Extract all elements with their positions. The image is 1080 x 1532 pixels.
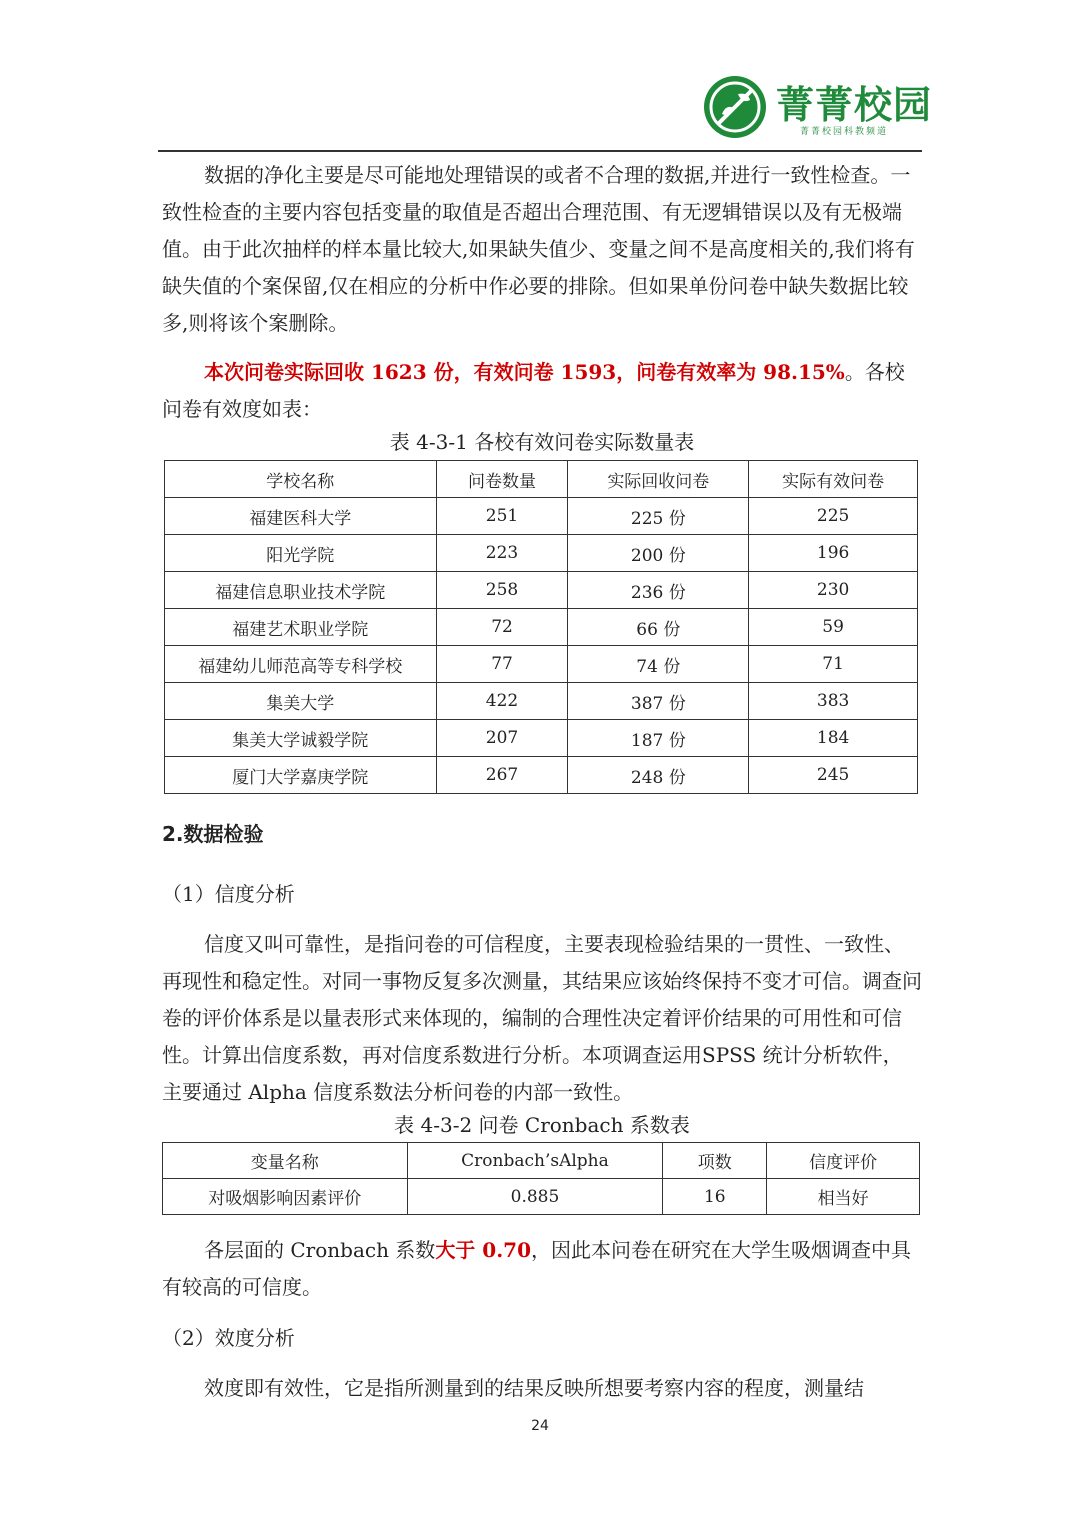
table-cell: 72: [436, 609, 568, 646]
table-row: [165, 720, 918, 757]
table-cell: 258: [436, 572, 568, 609]
table-cell: 福建艺术职业学院: [165, 609, 437, 646]
school-questionnaire-table: [164, 460, 918, 794]
intro-text: 数据的净化主要是尽可能地处理错误的或者不合理的数据,并进行一致性检查。一致性检查的主要内容包括变量的取值是否超出合理范围、有无逻辑错误以及有无极端值。由于此次抽样的样本量比较大,如果缺失值少、变量之间不是高度相关的,我们将有缺失值的个案保留,仅在相应的分析中作必要的排除。但如果单份问卷中缺失数据比较多,则将该个案删除。: [162, 163, 915, 335]
table-header-row: [165, 461, 918, 498]
conclusion-highlight: 大于 0.70: [435, 1238, 531, 1262]
table-cell: 福建幼儿师范高等专科学校: [165, 646, 437, 683]
table-cell: 福建信息职业技术学院: [165, 572, 437, 609]
logo-subtitle: 菁菁校园科教频道: [800, 127, 889, 137]
table-cell: 187 份: [568, 720, 749, 757]
table-cell: 196: [749, 535, 918, 572]
table-cell: 245: [749, 757, 918, 794]
table1-caption: 表 4-3-1 各校有效问卷实际数量表: [389, 430, 695, 454]
table-row: [165, 757, 918, 794]
table-cell: 383: [749, 683, 918, 720]
table-row: [165, 609, 918, 646]
header-logo: [700, 72, 933, 144]
table-cell: 200 份: [568, 535, 749, 572]
table2-caption: 表 4-3-2 问卷 Cronbach 系数表: [394, 1113, 690, 1137]
section-heading-data-check: 2.数据检验: [162, 822, 264, 846]
table-header-cell: 实际回收问卷: [568, 461, 749, 498]
table-cell: 66 份: [568, 609, 749, 646]
validity-paragraph: [162, 1370, 922, 1407]
table-row: [165, 535, 918, 572]
leaf-cross-logo-icon: [702, 74, 768, 140]
table-cell: 阳光学院: [165, 535, 437, 572]
table-cell: 422: [436, 683, 568, 720]
reliability-paragraph: [162, 926, 922, 1111]
table-header-cell: 信度评价: [767, 1143, 920, 1179]
page-number: 24: [531, 1418, 549, 1434]
table-row: [165, 683, 918, 720]
cronbach-table: [162, 1142, 920, 1215]
table-cell: 福建医科大学: [165, 498, 437, 535]
validity-text: 效度即有效性，它是指所测量到的结果反映所想要考察内容的程度，测量结: [204, 1376, 864, 1400]
table-header-cell: 问卷数量: [436, 461, 568, 498]
table-cell: 184: [749, 720, 918, 757]
table-cell: 0.885: [407, 1179, 663, 1215]
table-cell: 230: [749, 572, 918, 609]
table-cell: 厦门大学嘉庚学院: [165, 757, 437, 794]
table-cell: 16: [663, 1179, 767, 1215]
intro-paragraph: [162, 157, 922, 342]
subheading-validity: （2）效度分析: [162, 1326, 295, 1350]
table-row: [165, 498, 918, 535]
table-cell: 207: [436, 720, 568, 757]
table-cell: 59: [749, 609, 918, 646]
recovery-paragraph: [162, 354, 922, 428]
recovery-rest: 。各校问卷有效度如表：: [162, 360, 905, 421]
table-cell: 对吸烟影响因素评价: [163, 1179, 408, 1215]
table-cell: 相当好: [767, 1179, 920, 1215]
table-header-cell: 学校名称: [165, 461, 437, 498]
table-header-row: [163, 1143, 920, 1179]
conclusion-paragraph: [162, 1232, 922, 1306]
subheading-reliability: （1）信度分析: [162, 882, 295, 906]
table-row: [165, 572, 918, 609]
table-header-cell: Cronbach’sAlpha: [407, 1143, 663, 1179]
table-header-cell: 项数: [663, 1143, 767, 1179]
table-header-cell: 实际有效问卷: [749, 461, 918, 498]
table-cell: 74 份: [568, 646, 749, 683]
table-cell: 225: [749, 498, 918, 535]
table-header-cell: 变量名称: [163, 1143, 408, 1179]
table-cell: 248 份: [568, 757, 749, 794]
conclusion-pre: 各层面的 Cronbach 系数: [204, 1238, 436, 1262]
table-row: [163, 1179, 920, 1215]
table-cell: 集美大学诚毅学院: [165, 720, 437, 757]
conclusion-post: ，因此本问卷在研究在大学生吸烟调查中具有较高的可信度。: [162, 1238, 911, 1299]
table-cell: 223: [436, 535, 568, 572]
header-divider: [158, 150, 922, 152]
table-cell: 387 份: [568, 683, 749, 720]
logo-title: 菁菁校园: [776, 82, 933, 127]
table-cell: 71: [749, 646, 918, 683]
table-cell: 267: [436, 757, 568, 794]
table-row: [165, 646, 918, 683]
table-cell: 236 份: [568, 572, 749, 609]
recovery-highlight: 本次问卷实际回收 1623 份，有效问卷 1593，问卷有效率为 98.15%: [204, 360, 845, 384]
table-cell: 225 份: [568, 498, 749, 535]
reliability-text: 信度又叫可靠性，是指问卷的可信程度，主要表现检验结果的一贯性、一致性、再现性和稳定性。对同一事物反复多次测量，其结果应该始终保持不变才可信。调查问卷的评价体系是以量表形式来体现的，编制的合理性决定着评价结果的可用性和可信性。计算出信度系数，再对信度系数进行分析。本项调查运用SPSS 统计分析软件，主要通过 Alpha 信度系数法分析问卷的内部一致性。: [162, 932, 922, 1104]
table-cell: 251: [436, 498, 568, 535]
table-cell: 集美大学: [165, 683, 437, 720]
table-cell: 77: [436, 646, 568, 683]
